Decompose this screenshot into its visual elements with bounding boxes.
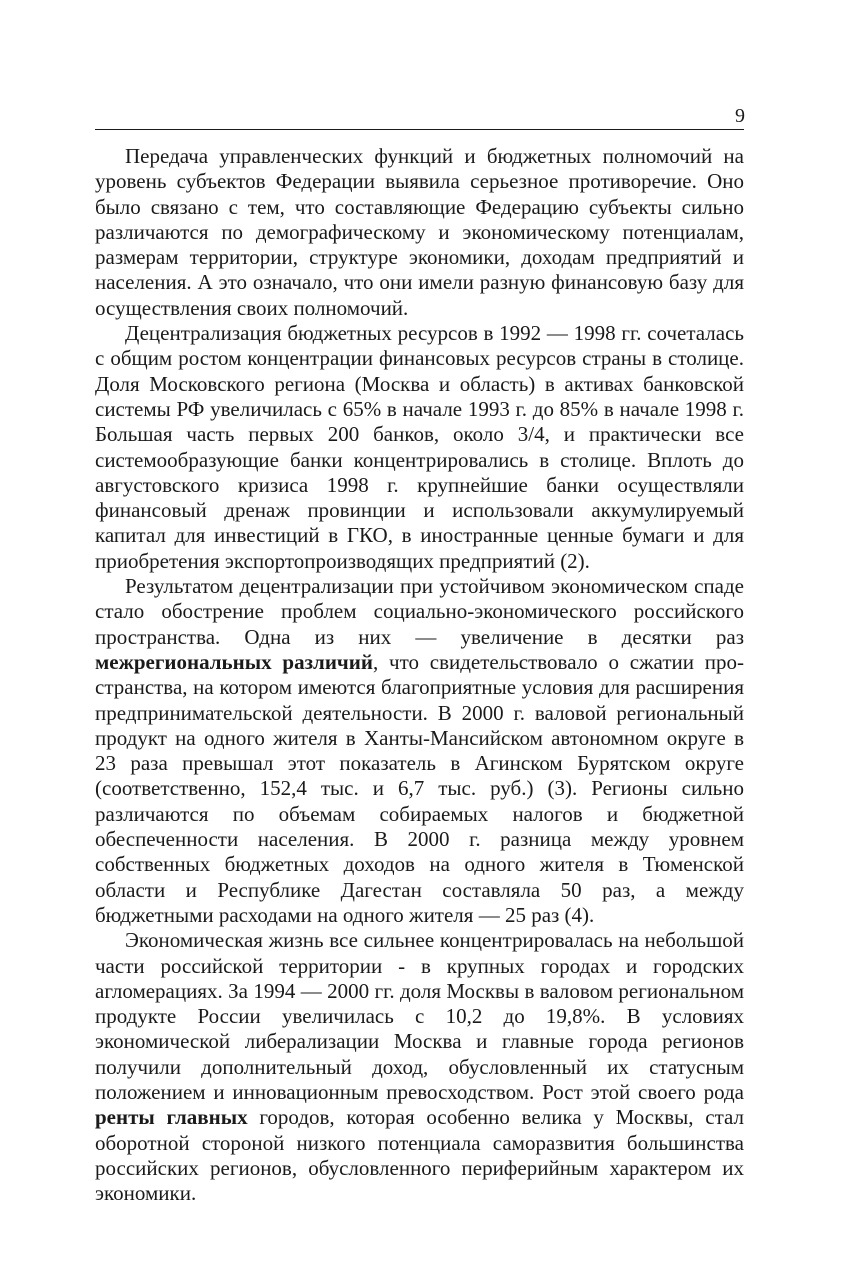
paragraph-4 bbox=[95, 928, 744, 1206]
paragraph-text: Децентрализация бюджетных ресурсов в 1992 — 1998 гг. сочеталась с общим ростом концентрации финансовых ресурсов страны в столице. Доля Московского региона (Москва и область) в активах банковской системы РФ увеличилась с 65% в начале 1993 г. до 85% в начале 1998 г. Большая часть первых 200 банков, около 3/4, и практически все системообразующие банки концентрировались в столице. Вплоть до августовского кризиса 1998 г. крупнейшие банки осуществляли финансовый дренаж провинции и использовали аккумулируемый капитал для инвестиций в ГКО, в иностранные ценные бумаги и для приобретения экспортопроизводящих предприятий (2). bbox=[95, 321, 744, 573]
body-text bbox=[95, 144, 744, 1206]
paragraph-text: городов, которая особенно велика у Москвы, стал оборотной стороной низкого потенциала саморазвития большинства российских регионов, обусловленного периферийным характером их экономики. bbox=[95, 1105, 744, 1206]
header-rule bbox=[95, 129, 744, 130]
paragraph-text: Передача управленческих функций и бюджетных полномочий на уровень субъектов Федерации выявила серьезное противоречие. Оно было связано с тем, что составляющие Федерацию субъекты сильно различаются по демографическому и экономическому потенциалам, размерам территории, структуре экономики, доходам предприятий и населения. А это означало, что они имели разную финансовую базу для осуществления своих полномочий. bbox=[95, 144, 744, 320]
paragraph-1 bbox=[95, 144, 744, 321]
paragraph-3 bbox=[95, 574, 744, 928]
paragraph-text: Экономическая жизнь все сильнее концентрировалась на небольшой части российской территории - в крупных городах и городских агломерациях. За 1994 — 2000 гг. доля Москвы в валовом региональном продукте России увеличилась с 10,2 до 19,8%. В условиях экономической либерализации Москва и главные города регионов получили дополнительный доход, обусловленный их статусным положением и инновационным превосходством. Рост этой своего рода bbox=[95, 928, 744, 1104]
bold-term-interregional-differences: межрегиональных различий bbox=[95, 649, 373, 674]
paragraph-text: Результатом децентрализации при устойчивом экономическом спаде стало обострение проблем социально-экономического российского пространства. Одна из них — увеличение в десятки раз bbox=[95, 574, 744, 649]
page-number: 9 bbox=[735, 105, 745, 127]
bold-term-capital-rent: ренты главных bbox=[95, 1105, 248, 1130]
paragraph-text: , что свидетельствовало о сжатии пространства, на котором имеются благоприятные условия для расширения предпринимательской деятельности. В 2000 г. валовой региональный продукт на одного жителя в Ханты-Мансийском автономном округе в 23 раза превышал этот показатель в Агинском Бурятском округе (соответственно, 152,4 тыс. и 6,7 тыс. руб.) (3). Регионы сильно различаются по объемам собираемых налогов и бюджетной обеспеченности населения. В 2000 г. разница между уровнем собственных бюджетных доходов на одного жителя в Тюменской области и Республике Дагестан составляла 50 раз, а между бюджетными расходами на одного жителя — 25 раз (4). bbox=[95, 649, 745, 927]
paragraph-2 bbox=[95, 321, 744, 574]
